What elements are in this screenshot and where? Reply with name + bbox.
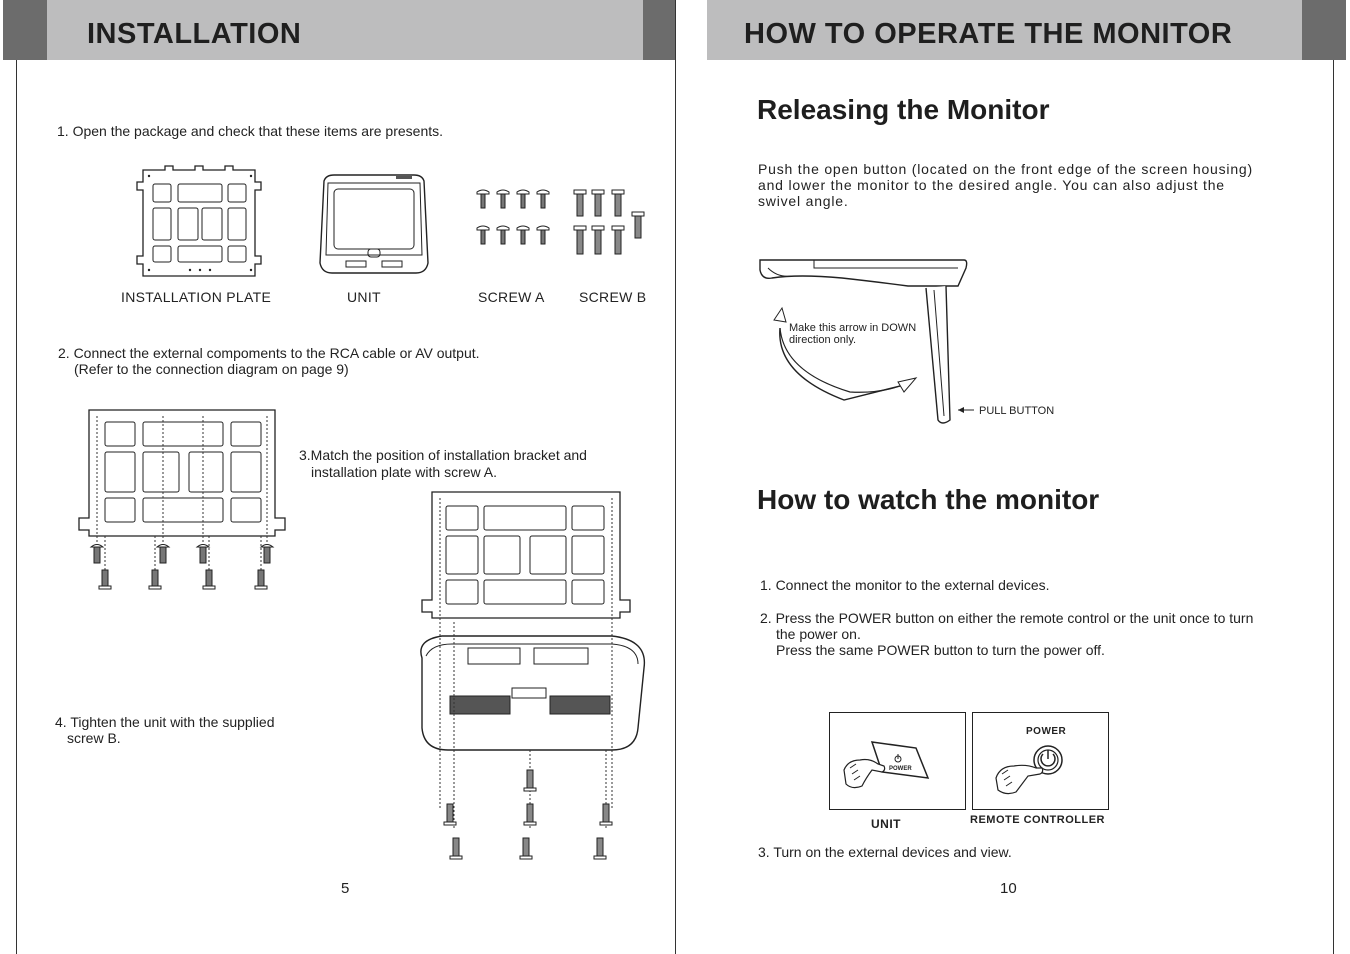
installation-step-3-line2: installation plate with screw A. bbox=[311, 464, 497, 480]
right-page-title: HOW TO OPERATE THE MONITOR bbox=[744, 18, 1233, 50]
screw-a-illustration bbox=[474, 188, 554, 248]
pull-button-label: PULL BUTTON bbox=[979, 405, 1055, 417]
right-page-number: 10 bbox=[1000, 880, 1017, 897]
installation-step-2-line2: (Refer to the connection diagram on page 9) bbox=[74, 361, 349, 377]
unit-illustration bbox=[318, 173, 430, 275]
installation-plate-illustration bbox=[135, 164, 265, 279]
left-page-title: INSTALLATION bbox=[87, 18, 302, 50]
left-header-edge bbox=[3, 0, 47, 60]
arrow-direction-note-line1: Make this arrow in DOWN bbox=[789, 322, 917, 334]
unit-mounting-illustration bbox=[412, 488, 652, 868]
screw-b-illustration bbox=[572, 190, 652, 256]
label-installation-plate: INSTALLATION PLATE bbox=[121, 289, 272, 305]
releasing-line-2: and lower the monitor to the desired angle. You can also adjust the bbox=[758, 177, 1225, 193]
label-unit: UNIT bbox=[347, 289, 381, 305]
remote-power-label: POWER bbox=[1026, 726, 1067, 737]
installation-step-3-line1: 3.Match the position of installation bracket and bbox=[299, 447, 587, 463]
watch-section-title: How to watch the monitor bbox=[757, 484, 1100, 515]
watch-step-1: 1. Connect the monitor to the external devices. bbox=[760, 577, 1050, 593]
unit-power-button-illustration bbox=[842, 738, 932, 794]
page-divider bbox=[675, 0, 676, 954]
unit-caption: UNIT bbox=[871, 817, 901, 831]
right-margin-line bbox=[1333, 60, 1334, 954]
left-margin-line bbox=[16, 60, 17, 954]
label-screw-a: SCREW A bbox=[478, 289, 545, 305]
releasing-line-1: Push the open button (located on the front edge of the screen housing) bbox=[758, 161, 1253, 177]
releasing-line-3: swivel angle. bbox=[758, 193, 849, 209]
installation-step-4-line2: screw B. bbox=[67, 730, 121, 746]
remote-power-button-illustration bbox=[994, 740, 1074, 798]
unit-power-text: POWER bbox=[889, 766, 912, 772]
remote-caption: REMOTE CONTROLLER bbox=[970, 814, 1105, 826]
installation-step-1: 1. Open the package and check that these items are presents. bbox=[57, 123, 444, 139]
left-header-edge-right bbox=[643, 0, 675, 60]
installation-step-4-line1: 4. Tighten the unit with the supplied bbox=[55, 714, 275, 730]
watch-step-2-line3: Press the same POWER button to turn the power off. bbox=[776, 642, 1105, 658]
installation-step-2-line1: 2. Connect the external compoments to the RCA cable or AV output. bbox=[58, 345, 480, 361]
left-page-number: 5 bbox=[341, 880, 350, 897]
label-screw-b: SCREW B bbox=[579, 289, 647, 305]
watch-step-2-line1: 2. Press the POWER button on either the remote control or the unit once to turn bbox=[760, 610, 1254, 626]
arrow-direction-note-line2: direction only. bbox=[789, 334, 857, 346]
bracket-with-screws-illustration bbox=[75, 406, 290, 592]
releasing-section-title: Releasing the Monitor bbox=[757, 94, 1050, 125]
watch-step-3: 3. Turn on the external devices and view. bbox=[758, 844, 1012, 860]
right-header-edge bbox=[1302, 0, 1346, 60]
watch-step-2-line2: the power on. bbox=[776, 626, 861, 642]
